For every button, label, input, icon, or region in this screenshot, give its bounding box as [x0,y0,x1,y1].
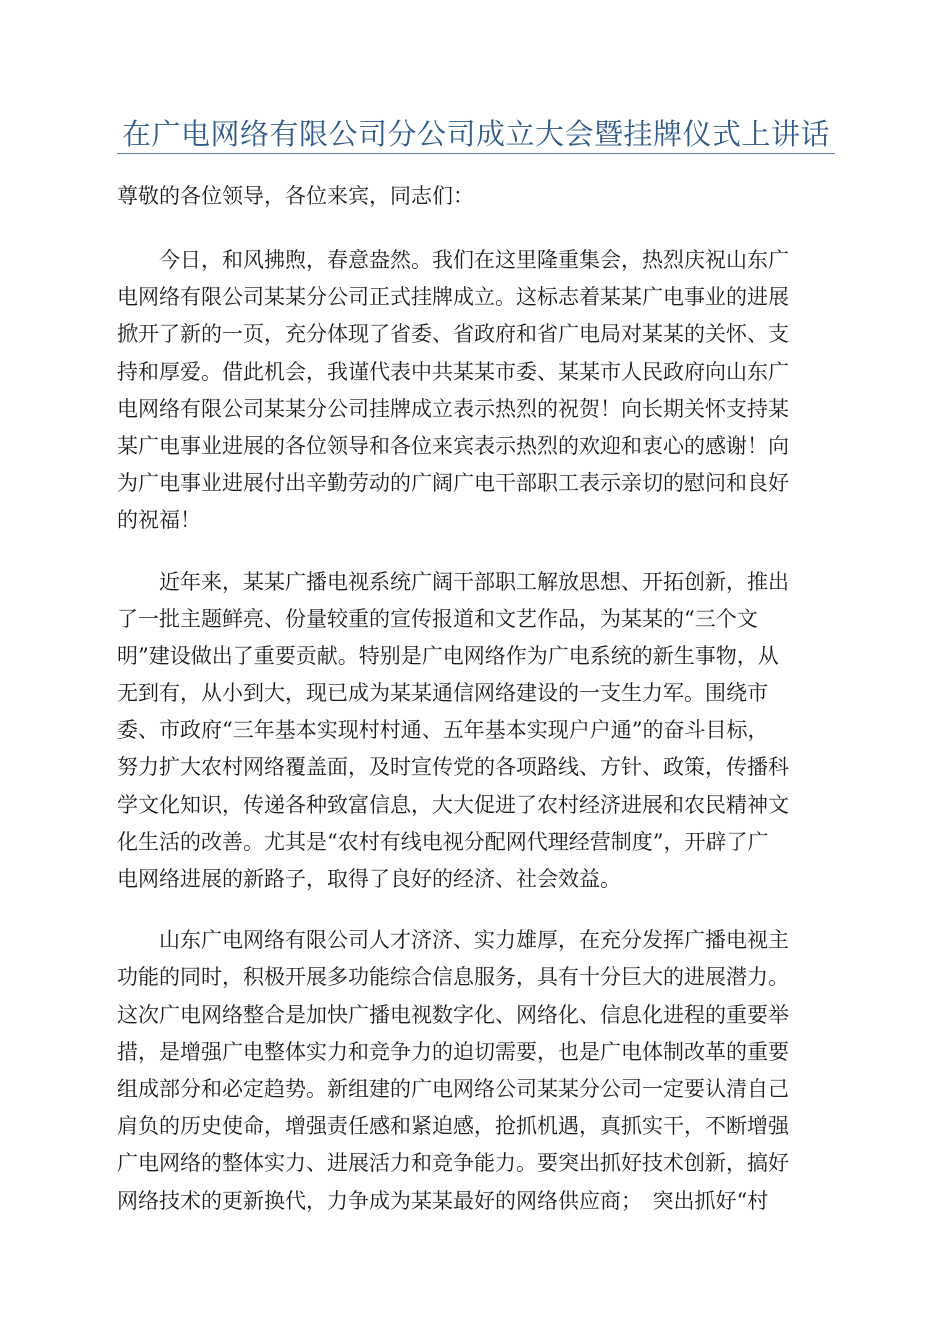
paragraph-line: 某广电事业进展的各位领导和各位来宾表示热烈的欢迎和衷心的感谢！向 [117,433,789,458]
paragraph-line: 委、市政府“三年基本实现村村通、五年基本实现户户通”的奋斗目标， [117,718,769,743]
paragraph-line: 网络技术的更新换代，力争成为某某最好的网络供应商； 突出抓好“村 [117,1188,769,1213]
paragraph-1 [117,218,835,540]
paragraph-line: 电网络进展的新路子，取得了良好的经济、社会效益。 [117,867,621,891]
paragraph-line: 持和厚爱。借此机会，我谨代表中共某某市委、某某市人民政府向山东广 [117,359,789,384]
paragraph-line: 措，是增强广电整体实力和竞争力的迫切需要，也是广电体制改革的重要 [117,1039,789,1064]
document-title: 在广电网络有限公司分公司成立大会暨挂牌仪式上讲话 [121,117,830,151]
paragraph-line: 努力扩大农村网络覆盖面，及时宣传党的各项路线、方针、政策，传播科 [117,755,789,780]
document-body [117,174,835,1220]
paragraph-line: 为广电事业进展付出辛勤劳动的广阔广电干部职工表示亲切的慰问和良好 [117,471,789,496]
paragraph-3 [117,898,835,1220]
salutation: 尊敬的各位领导，各位来宾，同志们： [117,184,474,208]
paragraph-line: 这次广电网络整合是加快广播电视数字化、网络化、信息化进程的重要举 [117,1002,789,1027]
paragraph-line: 化生活的改善。尤其是“农村有线电视分配网代理经营制度”，开辟了广 [117,829,769,854]
paragraph-line: 无到有，从小到大，现已成为某某通信网络建设的一支生力军。围绕市 [117,681,768,706]
paragraph-line: 广电网络的整体实力、进展活力和竞争能力。要突出抓好技术创新，搞好 [117,1151,789,1176]
paragraph-line: 组成部分和必定趋势。新组建的广电网络公司某某分公司一定要认清自己 [117,1076,789,1101]
paragraph-line: 电网络有限公司某某分公司正式挂牌成立。这标志着某某广电事业的进展 [117,285,789,310]
paragraph-line: 明”建设做出了重要贡献。特别是广电网络作为广电系统的新生事物，从 [117,643,779,668]
paragraph-line: 山东广电网络有限公司人才济济、实力雄厚，在充分发挥广播电视主 [159,928,789,953]
paragraph-line: 学文化知识，传递各种致富信息，大大促进了农村经济进展和农民精神文 [117,792,789,817]
paragraph-line: 功能的同时，积极开展多功能综合信息服务，具有十分巨大的进展潜力。 [117,965,789,990]
paragraph-line: 电网络有限公司某某分公司挂牌成立表示热烈的祝贺！向长期关怀支持某 [117,396,789,421]
paragraph-line: 的祝福！ [117,508,201,533]
paragraph-line: 今日，和风拂煦，春意盎然。我们在这里隆重集会，热烈庆祝山东广 [159,248,789,272]
title-underline [117,153,835,154]
paragraph-line: 了一批主题鲜亮、份量较重的宣传报道和文艺作品，为某某的“三个文 [117,606,758,631]
paragraph-line: 掀开了新的一页，充分体现了省委、省政府和省广电局对某某的关怀、支 [117,322,789,347]
paragraph-line: 近年来，某某广播电视系统广阔干部职工解放思想、开拓创新，推出 [159,569,789,594]
paragraph-2 [117,540,835,899]
paragraph-line: 肩负的历史使命，增强责任感和紧迫感，抢抓机遇，真抓实干，不断增强 [117,1114,789,1139]
